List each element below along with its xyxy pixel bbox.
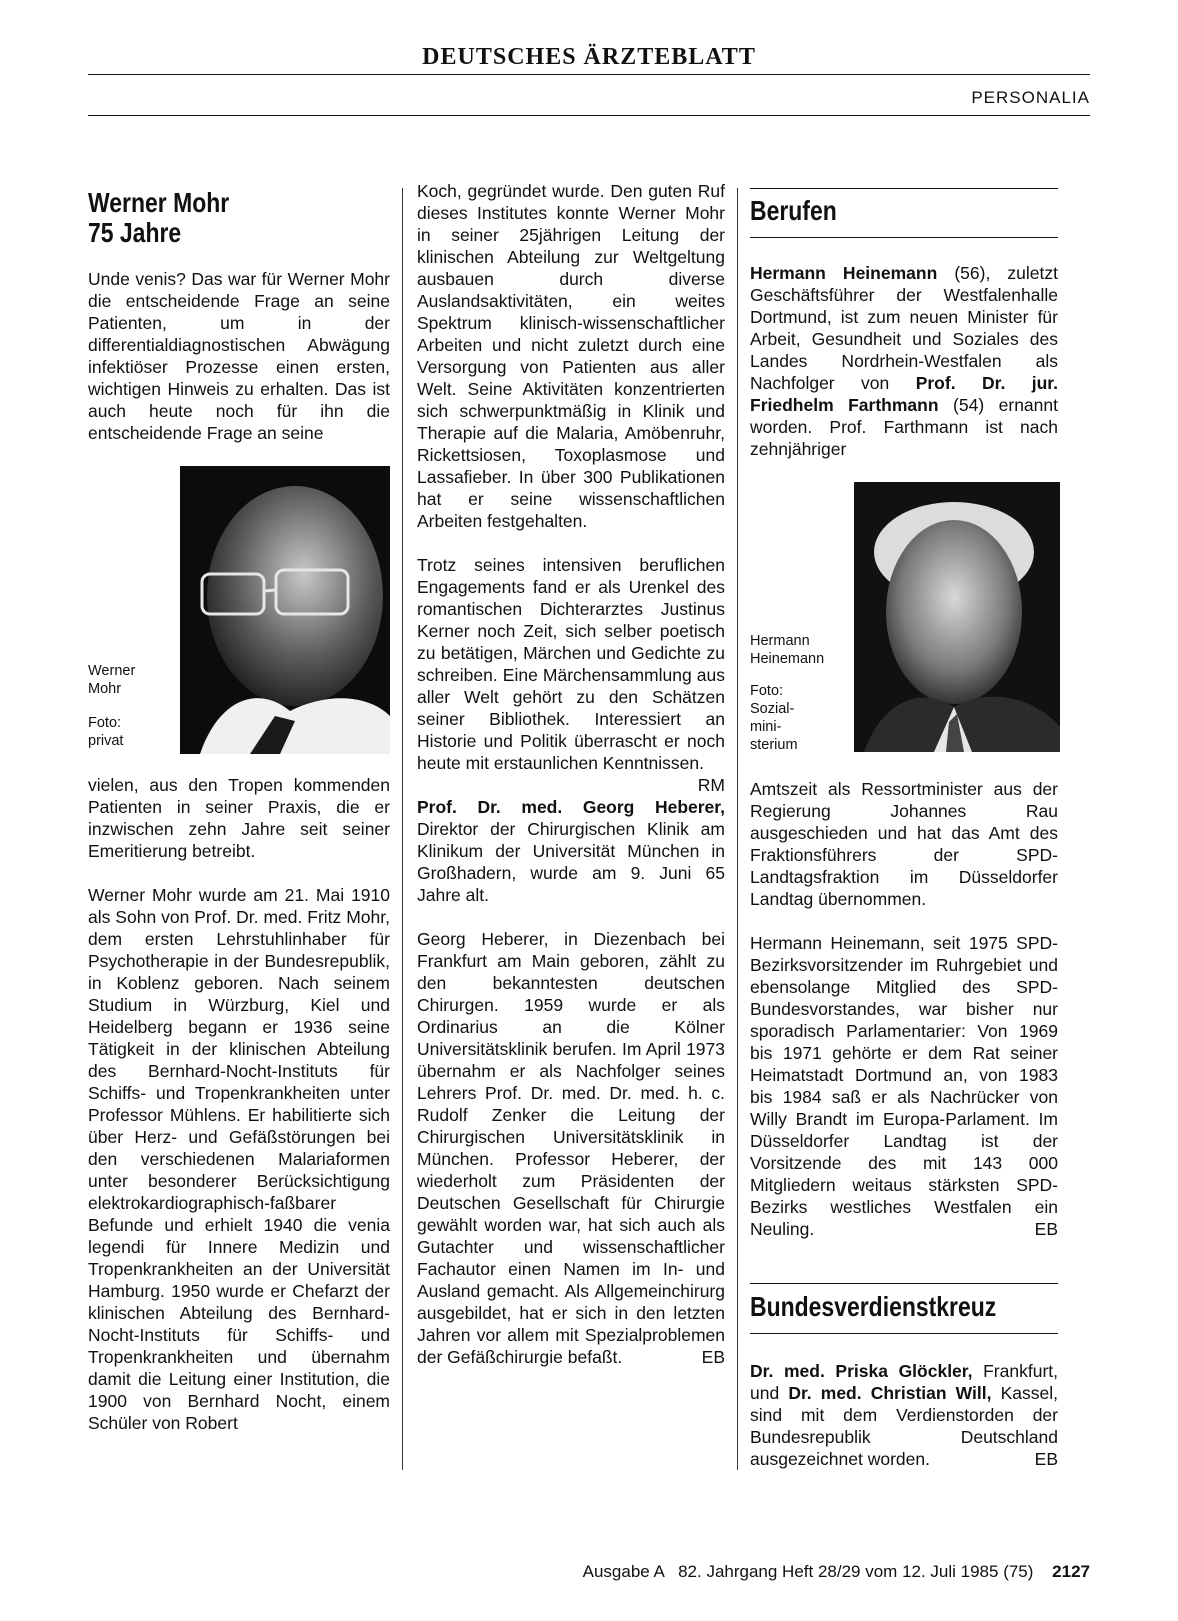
mohr-para-patients: vielen, aus den Tropen kommenden Patienten in seiner Praxis, die er inzwischen zehn Jahre seit seiner Emeritierung betreibt.	[88, 775, 390, 861]
mohr-column-bottom	[88, 774, 390, 1456]
berufen-para-1: Hermann Heinemann (56), zuletzt Geschäftsführer der Westfalenhalle Dortmund, ist zum neuen Minister für Arbeit, Gesundheit und Soziales des Landes Nordrhein-Westfalen als Nachfolger von Prof. Dr. jur. Friedhelm Farthmann (54) ernannt worden. Prof. Farthmann ist nach zehnjähriger	[750, 263, 1058, 459]
berufen-top-rule	[750, 188, 1058, 189]
berufen-para-3: Hermann Heinemann, seit 1975 SPD-Bezirksvorsitzender im Ruhrgebiet und ebensolange Mitglied des SPD-Bundesvorstandes, war bisher nur sporadisch Parlamentarier: Von 1969 bis 1971 gehörte er dem Rat seiner Heimatstadt Dortmund an, von 1983 bis 1984 saß er als Nachrücker von Willy Brandt im Europa-Parlament. Im Düsseldorfer Landtag ist der Vorsitzende des mit 143 000 Mitgliedern weitaus stärksten SPD-Bezirks westliches Westfalen ein Neuling. EB	[750, 933, 1058, 1239]
heberer-para: Georg Heberer, in Diezenbach bei Frankfurt am Main geboren, zählt zu den bekanntesten deutschen Chirurgen. 1959 wurde er als Ordinarius an die Kölner Universitätsklinik berufen. Im April 1973 übernahm er als Nachfolger seines Lehrers Prof. Dr. med. Dr. med. h. c. Rudolf Zenker die Leitung der Chirurgischen Universitätsklinik in München. Professor Heberer, der wiederholt zum Präsidenten der Deutschen Gesellschaft für Chirurgie gewählt worden war, hat sich auch als Gutachter und wissenschaftlicher Fachautor einen Namen im In- und Ausland gemacht. Als Allgemeinchirurg ausgebildet, hat er sich in den letzten Jahren vor allem mit Spezialproblemen der Gefäßchirurgie befaßt. EB	[417, 929, 725, 1367]
bvk-section	[750, 1292, 1058, 1322]
middle-column	[417, 180, 725, 1390]
mohr-title: Werner Mohr 75 Jahre	[88, 187, 230, 248]
mohr-para-biography: Werner Mohr wurde am 21. Mai 1910 als Sohn von Prof. Dr. med. Fritz Mohr, dem ersten Lehrstuhlinhaber für Psychotherapie in der Bundesrepublik, in Koblenz geboren. Nach seinem Studium in Würzburg, Kiel und Heidelberg begann er 1936 seine Tätigkeit in der klinischen Abteilung des Bernhard-Nocht-Instituts für Schiffs- und Tropenkrankheiten unter Professor Mühlens. Er habilitierte sich über Herz- und Gefäßstörungen bei den verschiedenen Malariaformen unter besonderer Berücksichtigung elektrokardiographisch-faßbarer Befunde und erhielt 1940 die venia legendi für Innere Medizin und Tropenkrankheiten an der Universität Hamburg. 1950 wurde er Chefarzt der klinischen Abteilung des Bernhard-Nocht-Instituts für Schiffs- und Tropenkrankheiten und übernahm damit die Leitung einer Institution, die 1900 von Bernhard Nocht, einem Schüler von Robert	[88, 885, 390, 1433]
issue-info: Ausgabe A 82. Jahrgang Heft 28/29 vom 12. Juli 1985 (75)	[582, 1562, 1034, 1581]
berufen-signature: EB	[1034, 1219, 1058, 1239]
berufen-bottom-rule	[750, 237, 1058, 238]
section-label: PERSONALIA	[971, 88, 1090, 107]
berufen-continued	[750, 778, 1058, 1262]
mohr-para-poetry: Trotz seines intensiven beruflichen Engagements fand er als Urenkel des romantischen Dichterarztes Justinus Kerner noch Zeit, sich selber poetisch zu betätigen, Märchen und Gedichte zu schreiben. Eine Märchensammlung aus aller Welt gehört zu den Schätzen seiner Bibliothek. Interessiert an Historie und Politik überrascht er noch heute mit erstaunlichen Kenntnissen. RM	[417, 555, 725, 795]
bvk-bottom-rule	[750, 1333, 1058, 1334]
mohr-portrait-photo	[180, 466, 390, 754]
berufen-title: Berufen	[750, 195, 837, 226]
mohr-signature: RM	[697, 775, 725, 795]
column-divider-1	[402, 188, 403, 1470]
page-number: 2127	[1052, 1562, 1090, 1581]
heinemann-photo-caption: Hermann Heinemann Foto: Sozial-mini-sterium	[750, 633, 825, 753]
bvk-title: Bundesverdienstkreuz	[750, 1291, 997, 1322]
mohr-intro: Unde venis? Das war für Werner Mohr die entscheidende Frage an seine Patienten, um in der differentialdiagnostischen Abwägung infektiöser Prozesse einen ersten, wichtigen Hinweis zu erhalten. Das ist auch heute noch für ihn die entscheidende Frage an seine	[88, 269, 390, 443]
column-divider-2	[737, 188, 738, 1470]
bvk-signature: EB	[1034, 1449, 1058, 1469]
masthead-rule	[88, 74, 1090, 75]
mohr-para-institute: Koch, gegründet wurde. Den guten Ruf dieses Institutes konnte Werner Mohr in seiner 25jährigen Leitung der klinischen Abteilung zur Weltgeltung ausbauen durch diverse Auslandsaktivitäten, ein weites Spektrum klinisch-wissenschaftlicher Arbeiten und nicht zuletzt durch eine Versorgung von Patienten aus aller Welt. Seine Aktivitäten konzentrierten sich schwerpunktmäßig in Klinik und Therapie auf die Malaria, Amöbenruhr, Rickettsiosen, Toxoplasmose und Lassafieber. In über 300 Publikationen hat er seine wissenschaftlichen Arbeiten festgehalten.	[417, 181, 725, 531]
heinemann-portrait-photo	[854, 482, 1060, 752]
bvk-top-rule	[750, 1283, 1058, 1284]
bvk-para: Dr. med. Priska Glöckler, Frankfurt, und Dr. med. Christian Will, Kassel, sind mit dem Verdienstorden der Bundesrepublik Deutschland ausgezeichnet worden. EB	[750, 1361, 1058, 1469]
heberer-intro: Prof. Dr. med. Georg Heberer, Direktor der Chirurgischen Klinik am Klinikum der Universität München in Großhadern, wurde am 9. Juni 65 Jahre alt.	[417, 797, 725, 905]
heberer-signature: EB	[701, 1347, 725, 1367]
berufen-text	[750, 262, 1058, 482]
mohr-column-top	[88, 188, 390, 466]
page-footer	[583, 1562, 1090, 1582]
berufen-para-2: Amtszeit als Ressortminister aus der Regierung Johannes Rau ausgeschieden und hat das Amt des Fraktionsführers der SPD-Landtagsfraktion im Düsseldorfer Landtag übernommen.	[750, 779, 1058, 909]
bvk-text	[750, 1360, 1058, 1492]
header-rule	[88, 115, 1090, 116]
masthead: DEUTSCHES ÄRZTEBLATT	[422, 44, 756, 70]
mohr-photo-caption: Werner Mohr Foto: privat	[88, 663, 136, 749]
berufen-section	[750, 196, 1058, 226]
heberer-name: Prof. Dr. med. Georg Heberer,	[417, 797, 725, 817]
